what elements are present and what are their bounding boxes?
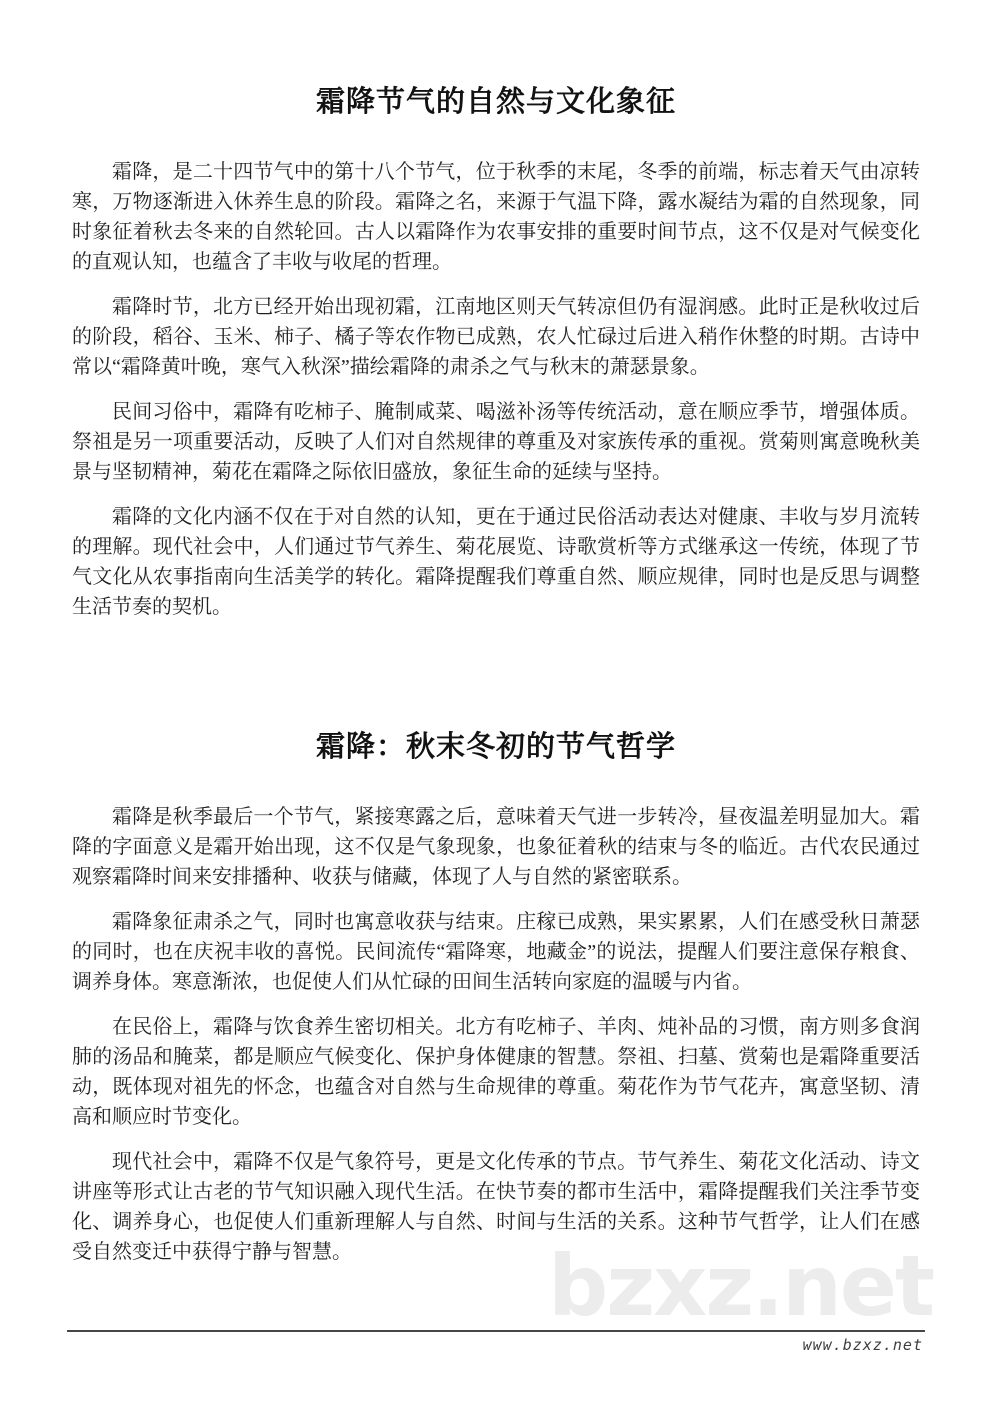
footer-divider	[67, 1330, 925, 1332]
article-2-paragraph-4: 现代社会中，霜降不仅是气象符号，更是文化传承的节点。节气养生、菊花文化活动、诗文讲座等形式让古老的节气知识融入现代生活。在快节奏的都市生活中，霜降提醒我们关注季节变化、调养身心，也促使人们重新理解人与自然、时间与生活的关系。这种节气哲学，让人们在感受自然变迁中获得宁静与智慧。	[72, 1151, 920, 1263]
article-1-title: 霜降节气的自然与文化象征	[315, 86, 676, 118]
article-2-title: 霜降：秋末冬初的节气哲学	[315, 731, 676, 763]
article-frost-descent-nature-culture	[72, 85, 920, 622]
watermark-text: bzxz.net	[548, 1237, 933, 1335]
document-content	[72, 85, 920, 1267]
article-1-paragraph-3: 民间习俗中，霜降有吃柿子、腌制咸菜、喝滋补汤等传统活动，意在顺应季节，增强体质。祭祖是另一项重要活动，反映了人们对自然规律的尊重及对家族传承的重视。赏菊则寓意晚秋美景与坚韧精神，菊花在霜降之际依旧盛放，象征生命的延续与坚持。	[72, 401, 920, 483]
footer-url: www.bzxz.net	[802, 1336, 923, 1354]
article-frost-descent-philosophy	[72, 730, 920, 1267]
article-2-paragraph-3: 在民俗上，霜降与饮食养生密切相关。北方有吃柿子、羊肉、炖补品的习惯，南方则多食润肺的汤品和腌菜，都是顺应气候变化、保护身体健康的智慧。祭祖、扫墓、赏菊也是霜降重要活动，既体现对祖先的怀念，也蕴含对自然与生命规律的尊重。菊花作为节气花卉，寓意坚韧、清高和顺应时节变化。	[72, 1016, 920, 1128]
article-2-paragraph-2: 霜降象征肃杀之气，同时也寓意收获与结束。庄稼已成熟，果实累累，人们在感受秋日萧瑟的同时，也在庆祝丰收的喜悦。民间流传“霜降寒，地藏金”的说法，提醒人们要注意保存粮食、调养身体。寒意渐浓，也促使人们从忙碌的田间生活转向家庭的温暖与内省。	[72, 911, 920, 993]
article-1-paragraph-4: 霜降的文化内涵不仅在于对自然的认知，更在于通过民俗活动表达对健康、丰收与岁月流转的理解。现代社会中，人们通过节气养生、菊花展览、诗歌赏析等方式继承这一传统，体现了节气文化从农事指南向生活美学的转化。霜降提醒我们尊重自然、顺应规律，同时也是反思与调整生活节奏的契机。	[72, 506, 920, 618]
article-1-paragraph-1: 霜降，是二十四节气中的第十八个节气，位于秋季的末尾，冬季的前端，标志着天气由凉转寒，万物逐渐进入休养生息的阶段。霜降之名，来源于气温下降，露水凝结为霜的自然现象，同时象征着秋去冬来的自然轮回。古人以霜降作为农事安排的重要时间节点，这不仅是对气候变化的直观认知，也蕴含了丰收与收尾的哲理。	[72, 161, 920, 273]
article-1-paragraph-2: 霜降时节，北方已经开始出现初霜，江南地区则天气转凉但仍有湿润感。此时正是秋收过后的阶段，稻谷、玉米、柿子、橘子等农作物已成熟，农人忙碌过后进入稍作休整的时期。古诗中常以“霜降黄叶晚，寒气入秋深”描绘霜降的肃杀之气与秋末的萧瑟景象。	[72, 296, 920, 378]
article-2-paragraph-1: 霜降是秋季最后一个节气，紧接寒露之后，意味着天气进一步转冷，昼夜温差明显加大。霜降的字面意义是霜开始出现，这不仅是气象现象，也象征着秋的结束与冬的临近。古代农民通过观察霜降时间来安排播种、收获与储藏，体现了人与自然的紧密联系。	[72, 806, 920, 888]
